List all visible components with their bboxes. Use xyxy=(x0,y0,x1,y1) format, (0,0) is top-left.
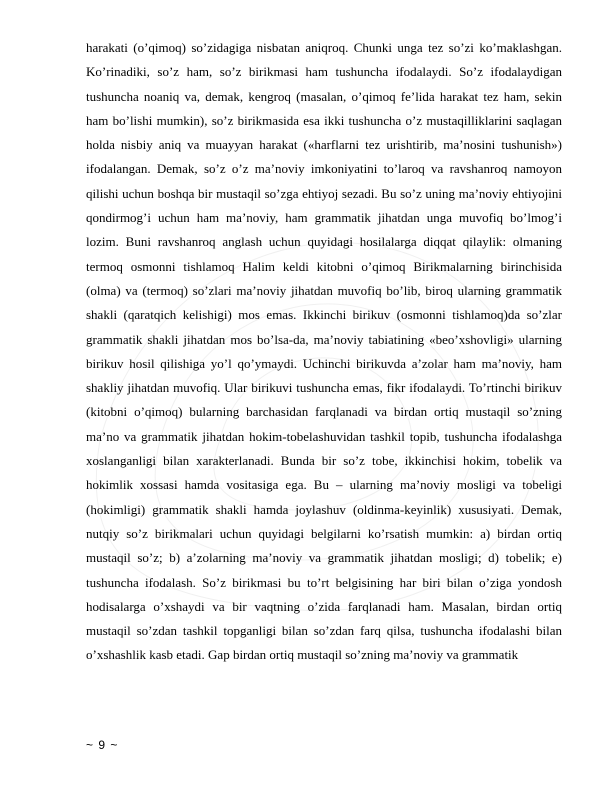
body-paragraph: harakati (o’qimoq) so’zidagiga nisbatan aniqroq. Chunki unga tez so’zi ko’maklashgan. Ko’rinadiki, so’z ham, so’z birikmasi ham tushuncha ifodalaydi. So’z ifodalaydigan tushuncha noaniq va, demak, kengroq (masalan, o’qimoq fe’lida harakat tez ham, sekin ham bo’lishi mumkin), so’z birikmasida esa ikki tushuncha o’z mustaqilliklarini saqlagan holda nisbiy aniq va muayyan harakat («harflarni tez urishtirib, ma’nosini tushunish») ifodalangan. Demak, so’z o’z ma’noviy imkoniyatini to’laroq va ravshanroq namoyon qilishi uchun boshqa bir mustaqil so’zga ehtiyoj sezadi. Bu so’z uning ma’noviy ehtiyojini qondirmog’i uchun ham ma’noviy, ham grammatik jihatdan unga muvofiq bo’lmog’i lozim. Buni ravshanroq anglash uchun quyidagi hosilalarga diqqat qilaylik: olmaning termoq osmonni tishlamoq Halim keldi kitobni o’qimoq Birikmalarning birinchisida (olma) va (termoq) so’zlari ma’noviy jihatdan muvofiq bo’lib, biroq ularning grammatik shakli (qaratqich kelishigi) mos emas. Ikkinchi birikuv (osmonni tishlamoq)da so’zlar grammatik shakli jihatdan mos bo’lsa-da, ma’noviy tabiatining «beo’xshovligi» ularning birikuv hosil qilishiga yo’l qo’ymaydi. Uchinchi birikuvda a’zolar ham ma’noviy, ham shakliy jihatdan muvofiq. Ular birikuvi tushuncha emas, fikr ifodalaydi. To’rtinchi birikuv (kitobni o’qimoq) bularning barchasidan farqlanadi va birdan ortiq mustaqil so’zning ma’no va grammatik jihatdan hokim-tobelashuvidan tashkil topib, tushuncha ifodalashga xoslanganligi bilan xarakterlanadi. Bunda bir so’z tobe, ikkinchisi hokim, tobelik va hokimlik xossasi hamda vositasiga ega. Bu – ularning ma’noviy mosligi va tobeligi (hokimligi) grammatik shakli hamda joylashuv (oldinma-keyinlik) xususiyati. Demak, nutqiy so’z birikmalari uchun quyidagi belgilarni ko’rsatish mumkin: a) birdan ortiq mustaqil so’z; b) a’zolarning ma’noviy va grammatik jihatdan mosligi; d) tobelik; e) tushuncha ifodalash. So’z birikmasi bu to’rt belgisining har biri bilan o’ziga yondosh hodisalarga o’xshaydi va bir vaqtning o’zida farqlanadi ham. Masalan, birdan ortiq mustaqil so’zdan tashkil topganligi bilan so’zdan farq qilsa, tushuncha ifodalashi bilan o’xshashlik kasb etadi. Gap birdan ortiq mustaqil so’zning ma’noviy va grammatik xyxy=(86,40,562,663)
page-number: ~ 9 ~ xyxy=(86,738,119,752)
document-body xyxy=(86,36,562,668)
